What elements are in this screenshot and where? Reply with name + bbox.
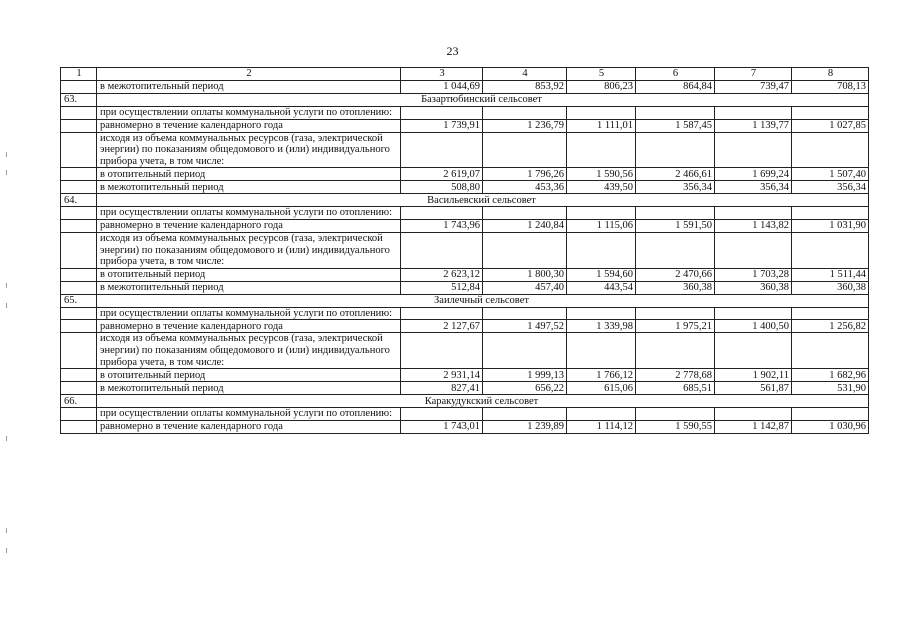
tariff-value: 561,87: [715, 382, 792, 395]
section-title: Заилечный сельсовет: [97, 294, 869, 307]
table-row: [61, 320, 869, 333]
tariff-value: 853,92: [483, 81, 567, 94]
tariff-value: 1 139,77: [715, 119, 792, 132]
column-number-row: [61, 68, 869, 81]
row-number: [61, 369, 97, 382]
tariff-value: 1 999,13: [483, 369, 567, 382]
row-description: в межотопительный период: [97, 281, 401, 294]
empty-cell: [715, 307, 792, 320]
row-description: равномерно в течение календарного года: [97, 420, 401, 433]
tariff-value: 1 031,90: [792, 219, 869, 232]
empty-cell: [792, 207, 869, 220]
section-row: [61, 194, 869, 207]
tariff-value: 356,34: [715, 181, 792, 194]
tariff-value: 1 044,69: [401, 81, 483, 94]
table-row: [61, 81, 869, 94]
tariff-value: 2 778,68: [636, 369, 715, 382]
row-number: [61, 132, 97, 168]
empty-cell: [792, 333, 869, 369]
subheading-row: [61, 333, 869, 369]
tariff-value: 1 590,55: [636, 420, 715, 433]
row-number: [61, 168, 97, 181]
empty-cell: [401, 132, 483, 168]
column-number: 4: [483, 68, 567, 81]
section-title: Базартюбинский сельсовет: [97, 94, 869, 107]
row-number: [61, 320, 97, 333]
row-number: [61, 207, 97, 220]
row-description: в отопительный период: [97, 268, 401, 281]
tariff-value: 2 127,67: [401, 320, 483, 333]
table-row: [61, 281, 869, 294]
empty-cell: [567, 207, 636, 220]
tariff-value: 1 256,82: [792, 320, 869, 333]
tariff-value: 708,13: [792, 81, 869, 94]
row-description: в отопительный период: [97, 369, 401, 382]
tariff-value: 1 339,98: [567, 320, 636, 333]
empty-cell: [483, 333, 567, 369]
tariff-value: 1 699,24: [715, 168, 792, 181]
row-description: при осуществлении оплаты коммунальной услуги по отоплению:: [97, 408, 401, 421]
tariff-value: 531,90: [792, 382, 869, 395]
table-row: [61, 382, 869, 395]
tariff-value: 1 507,40: [792, 168, 869, 181]
empty-cell: [483, 408, 567, 421]
row-number: [61, 119, 97, 132]
empty-cell: [715, 408, 792, 421]
row-description: в отопительный период: [97, 168, 401, 181]
empty-cell: [792, 307, 869, 320]
section-title: Каракудукский сельсовет: [97, 395, 869, 408]
empty-cell: [636, 232, 715, 268]
column-number: 8: [792, 68, 869, 81]
column-number: 2: [97, 68, 401, 81]
empty-cell: [401, 232, 483, 268]
tariff-value: 1 800,30: [483, 268, 567, 281]
tariff-value: 1 497,52: [483, 320, 567, 333]
tariff-value: 1 902,11: [715, 369, 792, 382]
page-number: 23: [446, 44, 459, 58]
tariff-value: 1 400,50: [715, 320, 792, 333]
empty-cell: [401, 207, 483, 220]
tariff-value: 864,84: [636, 81, 715, 94]
tariff-value: 827,41: [401, 382, 483, 395]
section-row: [61, 294, 869, 307]
row-description: при осуществлении оплаты коммунальной услуги по отоплению:: [97, 207, 401, 220]
empty-cell: [792, 232, 869, 268]
subheading-row: [61, 132, 869, 168]
tariff-value: 1 590,56: [567, 168, 636, 181]
table-row: [61, 268, 869, 281]
tariff-value: 2 619,07: [401, 168, 483, 181]
empty-cell: [636, 408, 715, 421]
tariff-value: 1 743,96: [401, 219, 483, 232]
empty-cell: [401, 408, 483, 421]
section-number: 64.: [61, 194, 97, 207]
tariff-value: 1 239,89: [483, 420, 567, 433]
empty-cell: [567, 132, 636, 168]
tariff-value: 512,84: [401, 281, 483, 294]
tariff-value: 615,06: [567, 382, 636, 395]
empty-cell: [715, 333, 792, 369]
tariff-value: 1 511,44: [792, 268, 869, 281]
empty-cell: [483, 307, 567, 320]
section-title: Васильевский сельсовет: [97, 194, 869, 207]
tariff-value: 356,34: [792, 181, 869, 194]
empty-cell: [567, 307, 636, 320]
tariff-value: 1 030,96: [792, 420, 869, 433]
tariff-value: 1 975,21: [636, 320, 715, 333]
section-number: 66.: [61, 395, 97, 408]
empty-cell: [567, 232, 636, 268]
tariff-value: 508,80: [401, 181, 483, 194]
table-row: [61, 168, 869, 181]
empty-cell: [715, 107, 792, 120]
row-description: исходя из объема коммунальных ресурсов (газа, электрической энергии) по показаниям общедомового и (или) индивидуального прибора учета, в том числе:: [97, 333, 401, 369]
empty-cell: [636, 132, 715, 168]
row-number: [61, 307, 97, 320]
empty-cell: [401, 333, 483, 369]
row-number: [61, 81, 97, 94]
tariff-value: 2 623,12: [401, 268, 483, 281]
tariff-value: 1 111,01: [567, 119, 636, 132]
subheading-row: [61, 107, 869, 120]
column-number: 3: [401, 68, 483, 81]
tariff-value: 360,38: [715, 281, 792, 294]
row-number: [61, 333, 97, 369]
tariff-value: 443,54: [567, 281, 636, 294]
tariff-value: 1 682,96: [792, 369, 869, 382]
tariff-value: 1 115,06: [567, 219, 636, 232]
empty-cell: [567, 408, 636, 421]
subheading-row: [61, 307, 869, 320]
empty-cell: [715, 207, 792, 220]
tariff-value: 1 240,84: [483, 219, 567, 232]
empty-cell: [483, 132, 567, 168]
tariff-value: 360,38: [636, 281, 715, 294]
column-number: 1: [61, 68, 97, 81]
table-body: [61, 68, 869, 434]
row-description: в межотопительный период: [97, 382, 401, 395]
table-row: [61, 420, 869, 433]
empty-cell: [715, 132, 792, 168]
row-description: исходя из объема коммунальных ресурсов (газа, электрической энергии) по показаниям общедомового и (или) индивидуального прибора учета, в том числе:: [97, 232, 401, 268]
tariff-value: 1 594,60: [567, 268, 636, 281]
empty-cell: [483, 207, 567, 220]
section-number: 63.: [61, 94, 97, 107]
empty-cell: [636, 107, 715, 120]
row-description: в межотопительный период: [97, 81, 401, 94]
row-description: при осуществлении оплаты коммунальной услуги по отоплению:: [97, 107, 401, 120]
empty-cell: [636, 207, 715, 220]
row-description: равномерно в течение календарного года: [97, 219, 401, 232]
tariff-value: 453,36: [483, 181, 567, 194]
row-number: [61, 219, 97, 232]
table-row: [61, 119, 869, 132]
empty-cell: [792, 132, 869, 168]
empty-cell: [401, 307, 483, 320]
table-row: [61, 181, 869, 194]
tariff-value: 1 027,85: [792, 119, 869, 132]
tariff-value: 1 143,82: [715, 219, 792, 232]
section-row: [61, 395, 869, 408]
empty-cell: [483, 232, 567, 268]
tariff-value: 1 142,87: [715, 420, 792, 433]
tariff-value: 1 766,12: [567, 369, 636, 382]
row-description: в межотопительный период: [97, 181, 401, 194]
tariff-value: 685,51: [636, 382, 715, 395]
tariff-value: 1 236,79: [483, 119, 567, 132]
row-number: [61, 268, 97, 281]
tariff-value: 1 591,50: [636, 219, 715, 232]
column-number: 7: [715, 68, 792, 81]
tariff-value: 457,40: [483, 281, 567, 294]
empty-cell: [792, 408, 869, 421]
empty-cell: [483, 107, 567, 120]
tariff-value: 439,50: [567, 181, 636, 194]
empty-cell: [792, 107, 869, 120]
tariff-value: 656,22: [483, 382, 567, 395]
tariff-value: 1 743,01: [401, 420, 483, 433]
tariff-value: 806,23: [567, 81, 636, 94]
section-row: [61, 94, 869, 107]
empty-cell: [401, 107, 483, 120]
row-number: [61, 181, 97, 194]
row-number: [61, 107, 97, 120]
tariff-value: 1 739,91: [401, 119, 483, 132]
tariff-value: 1 587,45: [636, 119, 715, 132]
tariff-value: 2 470,66: [636, 268, 715, 281]
tariff-value: 356,34: [636, 181, 715, 194]
subheading-row: [61, 408, 869, 421]
row-number: [61, 420, 97, 433]
row-number: [61, 408, 97, 421]
empty-cell: [715, 232, 792, 268]
tariff-value: 360,38: [792, 281, 869, 294]
tariff-value: 2 466,61: [636, 168, 715, 181]
tariff-value: 2 931,14: [401, 369, 483, 382]
tariff-value: 1 703,28: [715, 268, 792, 281]
row-description: равномерно в течение календарного года: [97, 119, 401, 132]
column-number: 5: [567, 68, 636, 81]
row-number: [61, 232, 97, 268]
row-description: исходя из объема коммунальных ресурсов (газа, электрической энергии) по показаниям общедомового и (или) индивидуального прибора учета, в том числе:: [97, 132, 401, 168]
section-number: 65.: [61, 294, 97, 307]
row-number: [61, 382, 97, 395]
subheading-row: [61, 232, 869, 268]
row-description: при осуществлении оплаты коммунальной услуги по отоплению:: [97, 307, 401, 320]
row-number: [61, 281, 97, 294]
column-number: 6: [636, 68, 715, 81]
empty-cell: [567, 107, 636, 120]
scan-edge-marks: [2, 0, 10, 640]
empty-cell: [636, 307, 715, 320]
empty-cell: [567, 333, 636, 369]
tariff-value: 1 114,12: [567, 420, 636, 433]
empty-cell: [636, 333, 715, 369]
tariff-value: 739,47: [715, 81, 792, 94]
row-description: равномерно в течение календарного года: [97, 320, 401, 333]
subheading-row: [61, 207, 869, 220]
table-row: [61, 369, 869, 382]
tariff-value: 1 796,26: [483, 168, 567, 181]
tariff-table: [60, 67, 869, 434]
table-row: [61, 219, 869, 232]
